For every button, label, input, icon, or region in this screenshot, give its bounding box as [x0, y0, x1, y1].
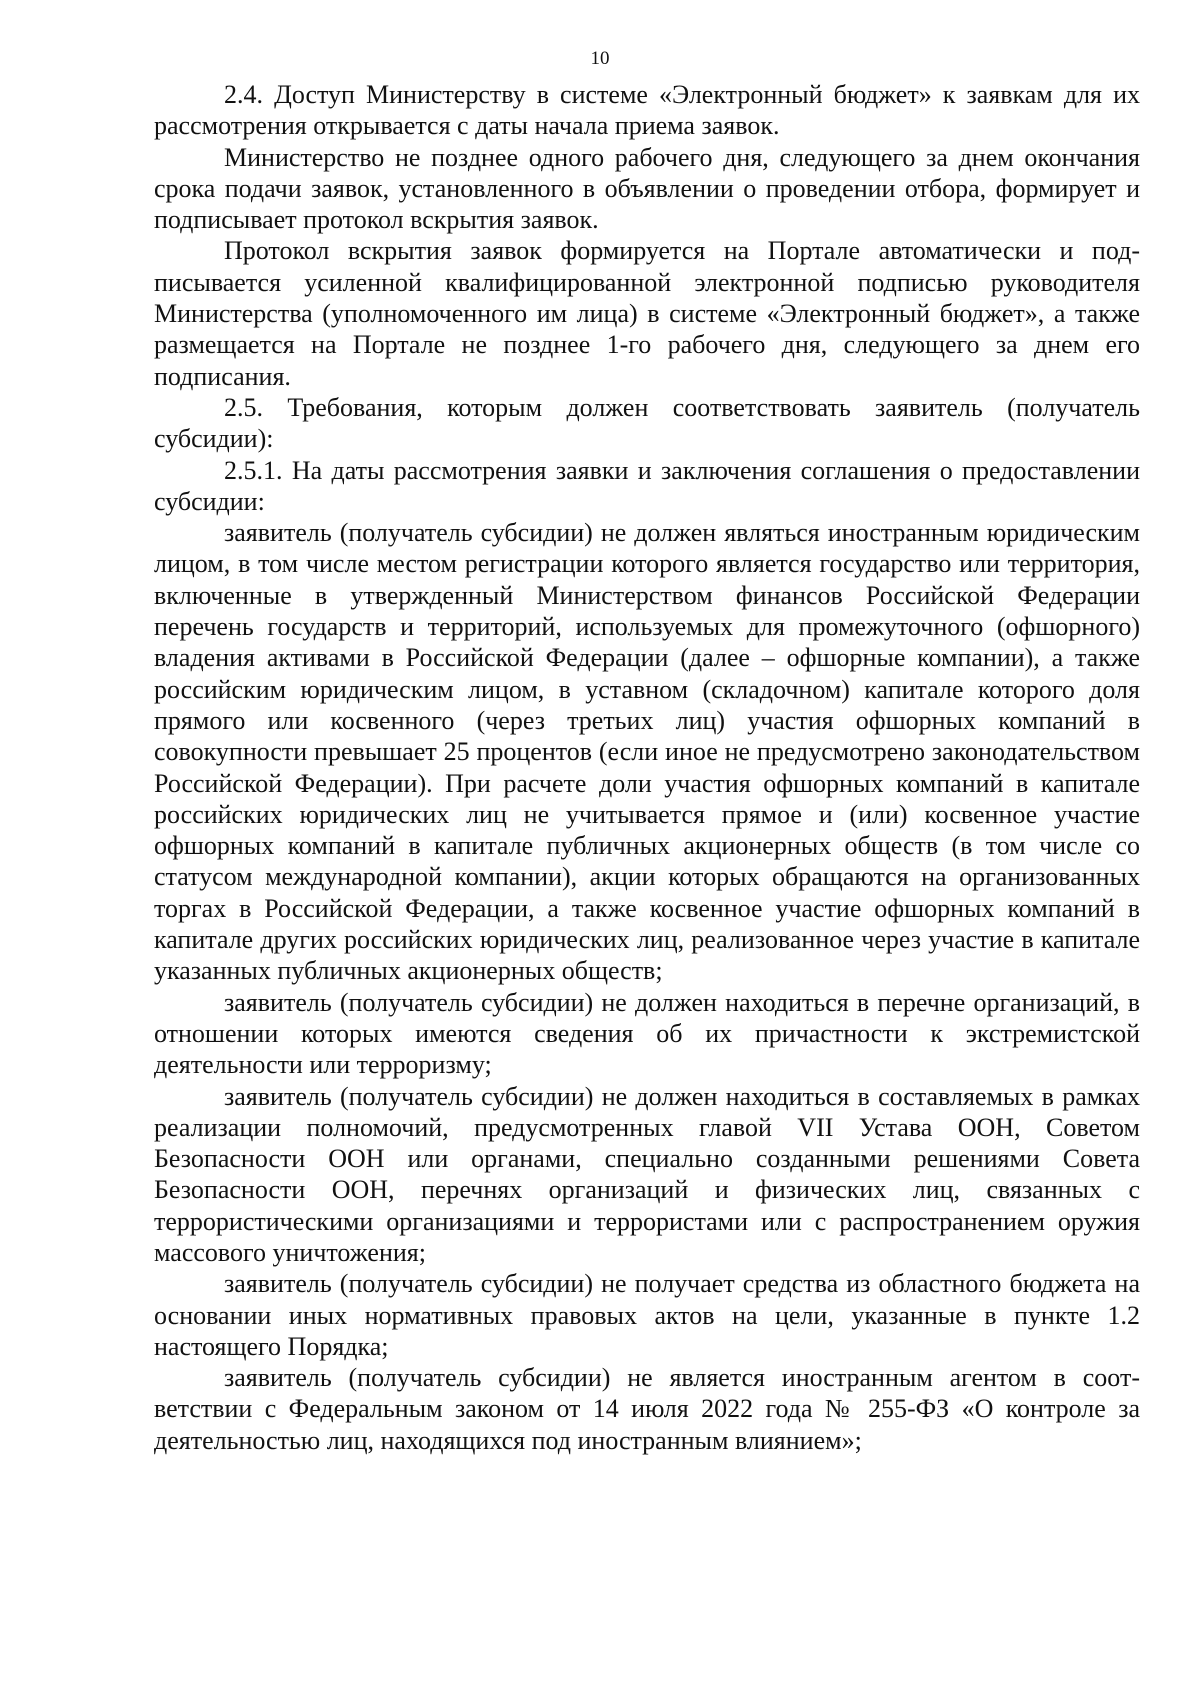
paragraph-offshore-requirement: заявитель (получатель субсидии) не должен являться иностранным юридическим лицом, в том числе местом регистрации которого является государство или территория, включенные в утвержденный Министерством финансов Российской Федерации перечень государств и территорий, используемых для промежуточного (офшорного) владения активами в Российской Федерации (далее – офшорные компании), а также российским юридическим лицом, в уставном (складочном) капитале которого доля прямого или косвенного (через третьих лиц) участия офшорных компаний в совокупности превышает 25 процентов (если иное не предусмотрено законодательством Российской Федерации). При расчете доли участия офшорных компаний в капитале российских юридических лиц не учитывается прямое и (или) косвенное участие офшорных компаний в капитале публичных акционерных обществ (в том числе со статусом международной компании), акции которых обращаются на организованных торгах в Российской Федерации, а также косвенное участие офшорных компаний в капитале других российских юридических лиц, реализованное через участие в капитале указанных публичных акционерных обществ; — [154, 518, 1140, 986]
paragraph-foreign-agent-requirement: заявитель (получатель субсидии) не является иностранным агентом в соответствии с Федеральным законом от 14 июля 2022 года № 255-ФЗ «О контроле за деятельностью лиц, находящихся под иностранным влиянием»; — [154, 1363, 1140, 1455]
paragraph-2-5: 2.5. Требования, которым должен соответствовать заявитель (получатель субсидии): — [154, 392, 1140, 454]
page-number: 10 — [590, 48, 610, 69]
paragraph-2-5-1: 2.5.1. На даты рассмотрения заявки и заключения соглашения о предоставлении субсидии: — [154, 455, 1140, 516]
paragraph-2-4: 2.4. Доступ Министерству в системе «Электронный бюджет» к заявкам для их рассмотрения открывается с даты начала приема заявок. — [154, 80, 1140, 141]
paragraph-other-funding-requirement: заявитель (получатель субсидии) не получает средства из областного бюджета на основании иных нормативных правовых актов на цели, указанные в пункте 1.2 настоящего Порядка; — [154, 1269, 1140, 1361]
document-body — [154, 79, 1140, 1456]
paragraph-opening-protocol-signing: Протокол вскрытия заявок формируется на Портале автоматически и подписывается усиленной квалифицированной электронной подписью руководителя Министерства (уполномоченного им лица) в системе «Электронный бюджет», а также размещается на Портале не позднее 1-го рабочего дня, следующего за днем его подписания. — [154, 236, 1140, 391]
paragraph-extremism-requirement: заявитель (получатель субсидии) не должен находиться в перечне организаций, в отношении которых имеются сведения об их причастности к экстремистской деятельности или терроризму; — [154, 987, 1140, 1080]
paragraph-un-lists-requirement: заявитель (получатель субсидии) не должен находиться в составляемых в рамках реализации полномочий, предусмотренных главой VII Устава ООН, Советом Безопасности ООН или органами, специально созданными решениями Совета Безопасности ООН, перечнях организаций и физических лиц, связанных с террористическими организациями и террористами или с распространением оружия массового уничтожения; — [154, 1081, 1140, 1267]
paragraph-opening-protocol-deadline: Министерство не позднее одного рабочего дня, следующего за днем окончания срока подачи заявок, установленного в объявлении о проведении отбора, формирует и подписывает протокол вскрытия заявок. — [154, 142, 1140, 235]
